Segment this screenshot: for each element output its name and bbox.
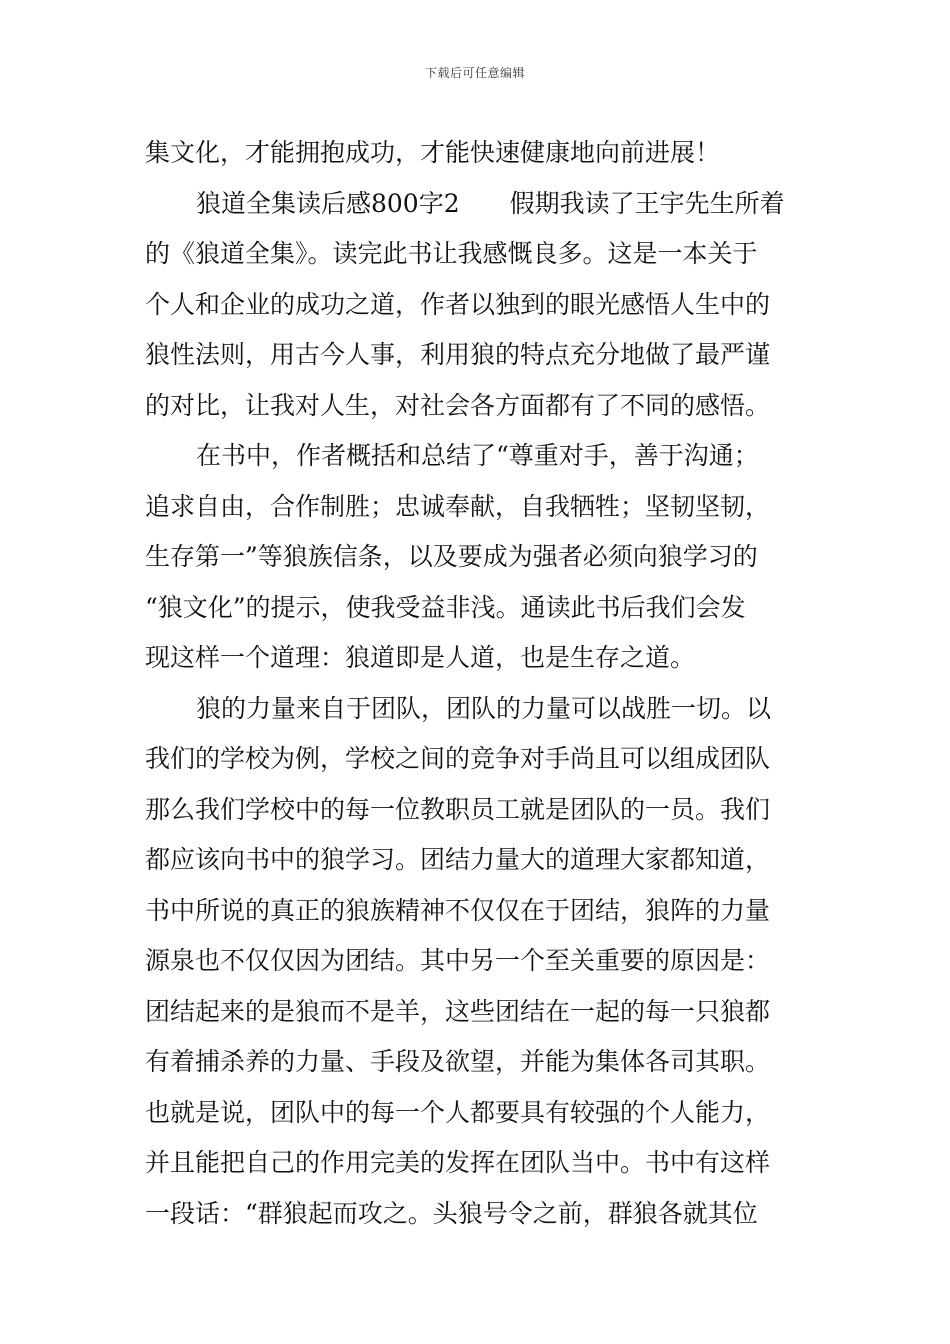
text-line: 生存第一”等狼族信条，以及要成为强者必须向狼学习的 [145,542,758,571]
text-line: 狼的力量来自于团队，团队的力量可以战胜一切。以 [196,693,772,723]
text-line: 也就是说，团队中的每一个人都要具有较强的个人能力， [145,1097,771,1127]
text-line: 都应该向书中的狼学习。团结力量大的道理大家都知道， [145,845,771,874]
text-line: 那么我们学校中的每一位教职员工就是团队的一员。我们 [145,794,771,824]
page-header: 下载后可任意编辑 [424,66,525,80]
text-line: 并且能把自己的作用完美的发挥在团队当中。书中有这样 [145,1148,771,1177]
text-line: 在书中，作者概括和总结了“尊重对手，善于沟通； [196,441,759,470]
text-line: 有着捕杀养的力量、手段及欲望，并能为集体各司其职。 [145,1047,771,1076]
text-line: 狼道全集读后感800字2 假期我读了王宇先生所着 [196,188,785,218]
text-line: “狼文化”的提示，使我受益非浅。通读此书后我们会发 [145,592,746,622]
text-line: 一段话：“群狼起而攻之。头狼号令之前，群狼各就其位 [145,1198,758,1228]
text-line: 源泉也不仅仅因为团结。其中另一个至关重要的原因是： [145,946,771,975]
text-line: 书中所说的真正的狼族精神不仅仅在于团结，狼阵的力量 [145,895,771,925]
text-line: 我们的学校为例，学校之间的竞争对手尚且可以组成团队 [145,744,771,773]
text-line: 个人和企业的成功之道，作者以独到的眼光感悟人生中的 [145,289,771,319]
text-line: 现这样一个道理：狼道即是人道，也是生存之道。 [145,643,696,672]
text-line: 追求自由，合作制胜；忠诚奉献，自我牺牲；坚韧坚韧， [145,491,771,521]
document-body [145,128,810,1239]
text-line: 集文化，才能拥抱成功，才能快速健康地向前进展！ [145,138,721,167]
text-line: 团结起来的是狼而不是羊，这些团结在一起的每一只狼都 [145,996,771,1026]
text-line: 的对比，让我对人生，对社会各方面都有了不同的感悟。 [145,390,771,420]
text-line: 狼性法则，用古今人事，利用狼的特点充分地做了最严谨 [145,340,771,369]
text-line: 的《狼道全集》。读完此书让我感慨良多。这是一本关于 [145,239,758,268]
